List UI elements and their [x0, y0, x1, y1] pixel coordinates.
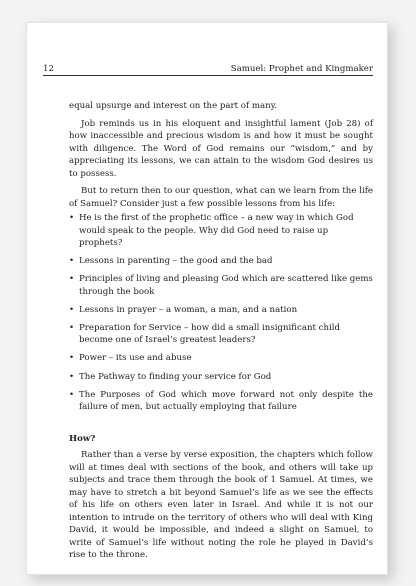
list-item: [69, 212, 373, 250]
list-item-text: Principles of living and pleasing God which are scattered like gems through the book: [79, 274, 373, 297]
list-item-text: Power – its use and abuse: [79, 353, 192, 364]
list-item: [69, 273, 373, 298]
list-item-text: Lessons in parenting – the good and the bad: [79, 256, 273, 267]
running-title: Samuel: Prophet and Kingmaker: [230, 64, 373, 74]
list-item: [69, 389, 373, 414]
bullet-icon: •: [69, 389, 75, 400]
list-item: [69, 371, 373, 384]
bullet-icon: •: [69, 213, 75, 223]
list-item: [69, 255, 373, 268]
list-item: [69, 352, 373, 365]
list-item-text: He is the first of the prophetic office – a new way in which God would speak to the people. Why did God need to raise up prophets?: [79, 213, 354, 248]
bullet-icon: •: [69, 353, 75, 364]
book-page: [26, 22, 388, 575]
list-item: [69, 322, 373, 347]
page-body: [69, 100, 373, 562]
list-item-text: The Purposes of God which move forward not only despite the failure of men, but actually employing that failure: [79, 389, 373, 413]
lessons-list: [69, 212, 373, 414]
list-item: [69, 304, 373, 317]
list-item-text: Preparation for Service – how did a small insignificant child become one of Israel’s greatest leaders?: [79, 322, 341, 346]
bullet-icon: •: [69, 371, 75, 382]
list-item-text: Lessons in prayer – a woman, a man, and a nation: [79, 304, 298, 315]
bullet-icon: •: [69, 322, 75, 333]
paragraph-question: But to return then to our question, what can we learn from the life of Samuel? Consider just a few possible lessons from his life:: [69, 186, 373, 209]
list-item-text: The Pathway to finding your service for God: [79, 371, 272, 382]
bullet-icon: •: [69, 274, 75, 285]
paragraph-approach: Rather than a verse by verse exposition, the chapters which follow will at times deal with sections of the book, and others will take up subjects and trace them through the book of 1 Samuel. At times, we may have to stretch a bit beyond Samuel’s life as we see the effects of his life on others even later in Israel. And while it is not our intention to intrude on the territory of others who will deal with King David, it would be impossible, and indeed a slight on Samuel, to write of Samuel’s life without noting the role he played in David’s rise to the throne.: [69, 450, 373, 561]
page-number: 12: [43, 64, 54, 74]
running-header: [43, 64, 373, 76]
bullet-icon: •: [69, 304, 75, 315]
paragraph-continuation: equal upsurge and interest on the part of many.: [69, 101, 278, 111]
bullet-icon: •: [69, 256, 75, 267]
section-heading: How?: [69, 433, 96, 444]
paragraph-job-wisdom: Job reminds us in his eloquent and insightful lament (Job 28) of how inaccessible and precious wisdom is and how it must be sought with diligence. The Word of God remains our “wisdom,” and by appreciating its lessons, we can attain to the wisdom God desires us to possess.: [69, 118, 373, 179]
